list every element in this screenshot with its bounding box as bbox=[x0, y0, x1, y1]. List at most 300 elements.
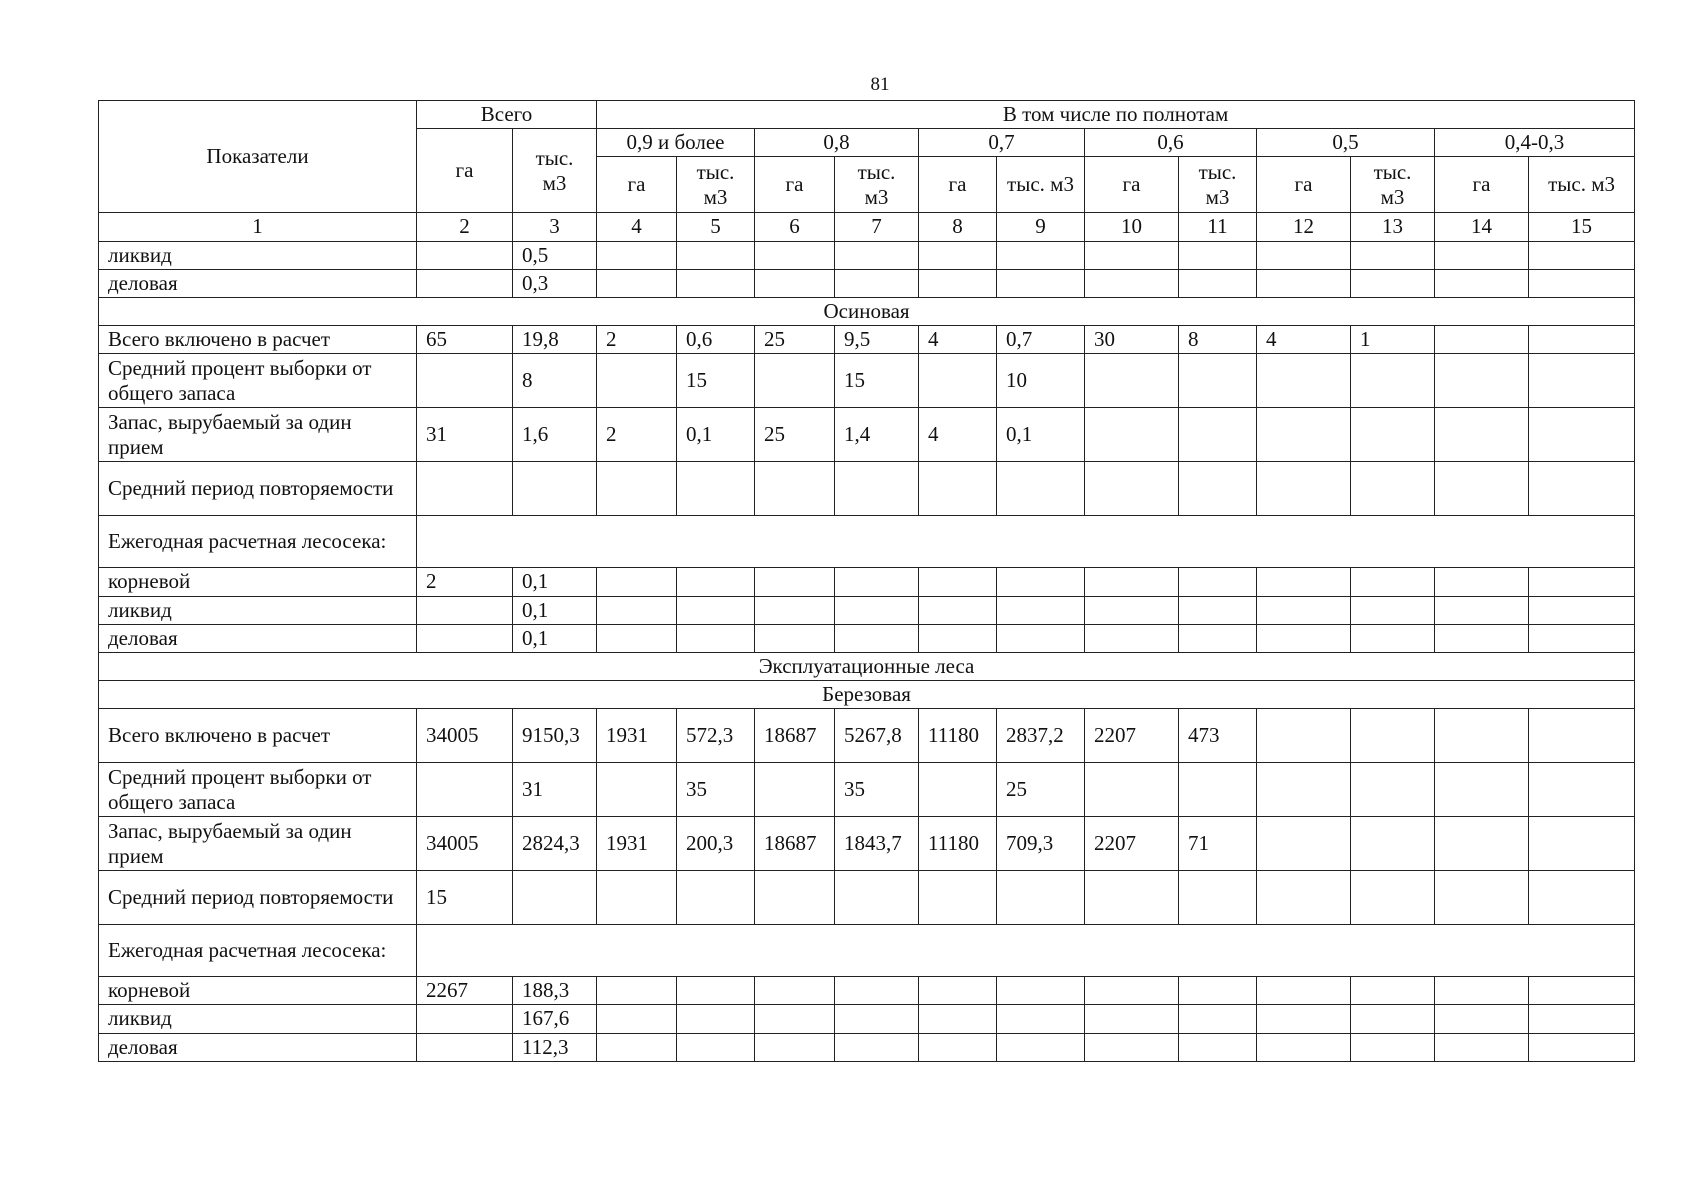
annual-cutting-blank bbox=[417, 925, 1635, 977]
table-cell: 15 bbox=[417, 871, 513, 925]
table-cell bbox=[835, 596, 919, 624]
table-cell bbox=[1529, 269, 1635, 297]
table-cell bbox=[835, 241, 919, 269]
header-group-6: 0,4-0,3 bbox=[1435, 129, 1635, 157]
table-cell: 572,3 bbox=[677, 709, 755, 763]
table-cell bbox=[1085, 624, 1179, 652]
table-cell bbox=[1351, 763, 1435, 817]
section-title-aspen: Осиновая bbox=[99, 297, 1635, 325]
table-cell: 18687 bbox=[755, 817, 835, 871]
table-cell bbox=[1179, 624, 1257, 652]
table-cell bbox=[1435, 624, 1529, 652]
table-cell: 4 bbox=[919, 326, 997, 354]
table-cell bbox=[755, 624, 835, 652]
table-cell bbox=[1179, 269, 1257, 297]
header-total-ha: га bbox=[417, 129, 513, 213]
column-number: 4 bbox=[597, 213, 677, 241]
table-cell bbox=[1529, 326, 1635, 354]
row-label: корневой bbox=[99, 568, 417, 596]
table-cell bbox=[1179, 408, 1257, 462]
header-indicators: Показатели bbox=[99, 101, 417, 213]
row-label: корневой bbox=[99, 977, 417, 1005]
table-cell: 2 bbox=[597, 326, 677, 354]
table-cell: 35 bbox=[677, 763, 755, 817]
column-number: 1 bbox=[99, 213, 417, 241]
row-label: деловая bbox=[99, 1033, 417, 1061]
header-unit-m3: тыс. м3 bbox=[1529, 157, 1635, 213]
table-cell bbox=[417, 1005, 513, 1033]
table-cell bbox=[1085, 763, 1179, 817]
table-cell: 1,6 bbox=[513, 408, 597, 462]
table-cell bbox=[1435, 763, 1529, 817]
table-cell: 0,5 bbox=[513, 241, 597, 269]
header-by-density: В том числе по полнотам bbox=[597, 101, 1635, 129]
table-cell: 5267,8 bbox=[835, 709, 919, 763]
table-cell: 1 bbox=[1351, 326, 1435, 354]
table-cell bbox=[1179, 596, 1257, 624]
header-group-2: 0,8 bbox=[755, 129, 919, 157]
table-cell bbox=[835, 462, 919, 516]
row-label: Запас, вырубаемый за один прием bbox=[99, 817, 417, 871]
table-cell bbox=[1351, 709, 1435, 763]
table-cell bbox=[1085, 408, 1179, 462]
table-cell bbox=[1435, 1033, 1529, 1061]
table-cell bbox=[1435, 568, 1529, 596]
table-cell: 30 bbox=[1085, 326, 1179, 354]
table-cell bbox=[1351, 871, 1435, 925]
table-cell bbox=[919, 354, 997, 408]
table-cell bbox=[997, 596, 1085, 624]
table-cell: 25 bbox=[755, 326, 835, 354]
table-cell bbox=[597, 871, 677, 925]
header-unit-ha: га bbox=[597, 157, 677, 213]
column-number: 14 bbox=[1435, 213, 1529, 241]
table-cell bbox=[1085, 568, 1179, 596]
table-cell bbox=[1435, 241, 1529, 269]
header-group-3: 0,7 bbox=[919, 129, 1085, 157]
table-cell bbox=[1435, 596, 1529, 624]
table-cell: 2207 bbox=[1085, 709, 1179, 763]
page-number: 81 bbox=[870, 74, 890, 95]
annual-cutting-blank bbox=[417, 516, 1635, 568]
table-cell: 31 bbox=[513, 763, 597, 817]
table-cell bbox=[597, 568, 677, 596]
section-title-exploitation: Эксплуатационные леса bbox=[99, 652, 1635, 680]
table-cell: 0,1 bbox=[513, 568, 597, 596]
table-cell: 0,6 bbox=[677, 326, 755, 354]
row-label: Всего включено в расчет bbox=[99, 709, 417, 763]
table-cell bbox=[755, 1033, 835, 1061]
row-label: Средний процент выборки от общего запаса bbox=[99, 763, 417, 817]
table-cell bbox=[919, 624, 997, 652]
annual-cutting-label: Ежегодная расчетная лесосека: bbox=[99, 925, 417, 977]
table-cell bbox=[919, 1005, 997, 1033]
table-cell: 15 bbox=[835, 354, 919, 408]
table-cell bbox=[1351, 568, 1435, 596]
column-number: 10 bbox=[1085, 213, 1179, 241]
table-cell bbox=[1085, 462, 1179, 516]
table-row bbox=[99, 817, 1635, 871]
table-row bbox=[99, 977, 1635, 1005]
table-row bbox=[99, 596, 1635, 624]
header-unit-ha: га bbox=[919, 157, 997, 213]
table-cell bbox=[597, 241, 677, 269]
table-cell: 2824,3 bbox=[513, 817, 597, 871]
table-cell: 71 bbox=[1179, 817, 1257, 871]
table-cell bbox=[997, 871, 1085, 925]
table-cell bbox=[1435, 408, 1529, 462]
table-row bbox=[99, 1005, 1635, 1033]
table-row bbox=[99, 326, 1635, 354]
header-unit-ha: га bbox=[755, 157, 835, 213]
table-row bbox=[99, 624, 1635, 652]
table-cell bbox=[1351, 241, 1435, 269]
table-cell: 1843,7 bbox=[835, 817, 919, 871]
table-cell bbox=[997, 462, 1085, 516]
header-group-5: 0,5 bbox=[1257, 129, 1435, 157]
table-cell bbox=[1529, 354, 1635, 408]
table-cell bbox=[1351, 977, 1435, 1005]
table-cell bbox=[417, 354, 513, 408]
table-cell: 9,5 bbox=[835, 326, 919, 354]
table-cell bbox=[1085, 596, 1179, 624]
table-cell bbox=[919, 1033, 997, 1061]
table-cell bbox=[1257, 241, 1351, 269]
table-cell: 15 bbox=[677, 354, 755, 408]
table-cell bbox=[1085, 977, 1179, 1005]
table-cell bbox=[755, 241, 835, 269]
table-cell bbox=[835, 269, 919, 297]
table-cell bbox=[1179, 462, 1257, 516]
table-cell bbox=[835, 977, 919, 1005]
table-row bbox=[99, 462, 1635, 516]
annual-cutting-label: Ежегодная расчетная лесосека: bbox=[99, 516, 417, 568]
table-cell bbox=[1351, 624, 1435, 652]
table-cell bbox=[677, 568, 755, 596]
table-row bbox=[99, 408, 1635, 462]
row-label: Всего включено в расчет bbox=[99, 326, 417, 354]
table-cell bbox=[755, 269, 835, 297]
table-cell: 4 bbox=[1257, 326, 1351, 354]
table-cell bbox=[1351, 354, 1435, 408]
table-cell bbox=[597, 1033, 677, 1061]
table-cell: 25 bbox=[755, 408, 835, 462]
table-cell bbox=[1179, 763, 1257, 817]
table-cell bbox=[417, 596, 513, 624]
table-cell bbox=[919, 871, 997, 925]
header-unit-ha: га bbox=[1435, 157, 1529, 213]
table-cell bbox=[1351, 408, 1435, 462]
column-number: 12 bbox=[1257, 213, 1351, 241]
section-title-birch: Березовая bbox=[99, 681, 1635, 709]
column-number: 11 bbox=[1179, 213, 1257, 241]
table-cell bbox=[1085, 269, 1179, 297]
table-cell bbox=[417, 1033, 513, 1061]
table-cell bbox=[417, 763, 513, 817]
table-cell bbox=[677, 1005, 755, 1033]
table-cell: 200,3 bbox=[677, 817, 755, 871]
table-cell bbox=[1179, 241, 1257, 269]
table-cell bbox=[677, 624, 755, 652]
row-label: ликвид bbox=[99, 1005, 417, 1033]
table-cell bbox=[1085, 871, 1179, 925]
row-label: деловая bbox=[99, 269, 417, 297]
table-cell bbox=[755, 871, 835, 925]
table-cell bbox=[1179, 354, 1257, 408]
table-cell: 0,7 bbox=[997, 326, 1085, 354]
table-cell bbox=[835, 1005, 919, 1033]
table-cell: 1931 bbox=[597, 709, 677, 763]
table-cell bbox=[677, 1033, 755, 1061]
table-cell: 1,4 bbox=[835, 408, 919, 462]
table-cell: 18687 bbox=[755, 709, 835, 763]
table-cell bbox=[513, 462, 597, 516]
table-row bbox=[99, 709, 1635, 763]
column-number: 9 bbox=[997, 213, 1085, 241]
table-cell bbox=[597, 596, 677, 624]
table-cell bbox=[417, 269, 513, 297]
table-cell bbox=[1179, 977, 1257, 1005]
column-number: 7 bbox=[835, 213, 919, 241]
table-cell bbox=[1435, 709, 1529, 763]
table-cell bbox=[1179, 1033, 1257, 1061]
table-cell bbox=[1257, 871, 1351, 925]
table-cell bbox=[1529, 1033, 1635, 1061]
table-cell: 2837,2 bbox=[997, 709, 1085, 763]
table-cell: 19,8 bbox=[513, 326, 597, 354]
table-cell bbox=[597, 354, 677, 408]
table-cell bbox=[1435, 462, 1529, 516]
row-label: Средний период повторяемости bbox=[99, 462, 417, 516]
table-cell bbox=[1257, 354, 1351, 408]
table-cell: 8 bbox=[513, 354, 597, 408]
header-unit-ha: га bbox=[1257, 157, 1351, 213]
table-cell bbox=[1351, 1005, 1435, 1033]
table-cell bbox=[1257, 1033, 1351, 1061]
table-cell bbox=[919, 977, 997, 1005]
table-cell bbox=[1179, 871, 1257, 925]
table-cell bbox=[513, 871, 597, 925]
header-unit-m3: тыс. м3 bbox=[835, 157, 919, 213]
row-label: Средний период повторяемости bbox=[99, 871, 417, 925]
header-total-m3: тыс. м3 bbox=[513, 129, 597, 213]
table-row bbox=[99, 1033, 1635, 1061]
table-cell bbox=[1529, 624, 1635, 652]
table-cell bbox=[597, 763, 677, 817]
table-cell: 11180 bbox=[919, 709, 997, 763]
table-row bbox=[99, 871, 1635, 925]
table-cell bbox=[1257, 763, 1351, 817]
table-cell: 0,3 bbox=[513, 269, 597, 297]
table-cell: 0,1 bbox=[997, 408, 1085, 462]
table-cell: 112,3 bbox=[513, 1033, 597, 1061]
table-cell: 1931 bbox=[597, 817, 677, 871]
table-cell bbox=[835, 624, 919, 652]
table-cell bbox=[677, 977, 755, 1005]
header-unit-m3: тыс. м3 bbox=[1351, 157, 1435, 213]
table-cell bbox=[919, 462, 997, 516]
table-cell bbox=[1529, 709, 1635, 763]
table-cell bbox=[1085, 1033, 1179, 1061]
table-cell bbox=[417, 241, 513, 269]
row-label: деловая bbox=[99, 624, 417, 652]
table-cell bbox=[1435, 871, 1529, 925]
table-cell: 2207 bbox=[1085, 817, 1179, 871]
row-label: Запас, вырубаемый за один прием bbox=[99, 408, 417, 462]
table-cell bbox=[835, 1033, 919, 1061]
table-cell bbox=[1257, 568, 1351, 596]
table-cell bbox=[1351, 1033, 1435, 1061]
table-cell bbox=[597, 624, 677, 652]
table-cell bbox=[997, 269, 1085, 297]
header-group-1: 0,9 и более bbox=[597, 129, 755, 157]
table-cell bbox=[1085, 354, 1179, 408]
table-cell: 473 bbox=[1179, 709, 1257, 763]
table-cell bbox=[1529, 977, 1635, 1005]
table-cell bbox=[677, 596, 755, 624]
table-cell bbox=[755, 977, 835, 1005]
column-number: 15 bbox=[1529, 213, 1635, 241]
column-number: 8 bbox=[919, 213, 997, 241]
table-cell bbox=[1257, 977, 1351, 1005]
table-cell bbox=[417, 624, 513, 652]
table-cell bbox=[1435, 269, 1529, 297]
table-row bbox=[99, 763, 1635, 817]
table-cell: 188,3 bbox=[513, 977, 597, 1005]
table-cell bbox=[1529, 568, 1635, 596]
header-unit-m3: тыс. м3 bbox=[1179, 157, 1257, 213]
table-cell bbox=[1085, 1005, 1179, 1033]
table-cell bbox=[1179, 1005, 1257, 1033]
table-cell bbox=[755, 1005, 835, 1033]
table-cell bbox=[1257, 269, 1351, 297]
table-row bbox=[99, 241, 1635, 269]
table-cell: 65 bbox=[417, 326, 513, 354]
table-cell bbox=[677, 241, 755, 269]
table-cell bbox=[997, 1033, 1085, 1061]
table-cell bbox=[417, 462, 513, 516]
table-cell bbox=[835, 871, 919, 925]
table-cell bbox=[1435, 354, 1529, 408]
table-cell bbox=[997, 241, 1085, 269]
table-cell: 31 bbox=[417, 408, 513, 462]
table-cell bbox=[997, 624, 1085, 652]
table-cell bbox=[1257, 1005, 1351, 1033]
table-cell: 2267 bbox=[417, 977, 513, 1005]
table-cell bbox=[919, 241, 997, 269]
table-cell bbox=[1257, 596, 1351, 624]
table-cell bbox=[997, 1005, 1085, 1033]
table-cell bbox=[919, 269, 997, 297]
table-row bbox=[99, 568, 1635, 596]
table-cell bbox=[677, 871, 755, 925]
table-cell bbox=[597, 1005, 677, 1033]
table-cell bbox=[1529, 871, 1635, 925]
table-cell: 0,1 bbox=[513, 596, 597, 624]
table-cell: 8 bbox=[1179, 326, 1257, 354]
table-cell bbox=[1529, 241, 1635, 269]
column-number: 5 bbox=[677, 213, 755, 241]
table-cell bbox=[597, 977, 677, 1005]
table-cell: 709,3 bbox=[997, 817, 1085, 871]
table-cell bbox=[997, 977, 1085, 1005]
table-cell: 2 bbox=[597, 408, 677, 462]
table-cell bbox=[919, 763, 997, 817]
row-label: Средний процент выборки от общего запаса bbox=[99, 354, 417, 408]
table-cell: 11180 bbox=[919, 817, 997, 871]
table-cell: 34005 bbox=[417, 709, 513, 763]
table-cell bbox=[1529, 596, 1635, 624]
table-cell bbox=[1435, 1005, 1529, 1033]
header-unit-ha: га bbox=[1085, 157, 1179, 213]
row-label: ликвид bbox=[99, 596, 417, 624]
table-cell bbox=[597, 269, 677, 297]
table-row bbox=[99, 354, 1635, 408]
table-cell bbox=[1351, 269, 1435, 297]
table-cell bbox=[1257, 624, 1351, 652]
table-cell bbox=[1351, 462, 1435, 516]
header-total: Всего bbox=[417, 101, 597, 129]
table-cell bbox=[755, 354, 835, 408]
table-cell: 167,6 bbox=[513, 1005, 597, 1033]
table-cell: 34005 bbox=[417, 817, 513, 871]
table-cell bbox=[755, 763, 835, 817]
table-cell bbox=[919, 596, 997, 624]
table-cell bbox=[1529, 763, 1635, 817]
table-cell: 10 bbox=[997, 354, 1085, 408]
table-cell bbox=[919, 568, 997, 596]
table-cell bbox=[1529, 817, 1635, 871]
table-cell: 25 bbox=[997, 763, 1085, 817]
table-cell bbox=[755, 568, 835, 596]
table-cell bbox=[835, 568, 919, 596]
table-cell bbox=[1257, 709, 1351, 763]
table-row bbox=[99, 269, 1635, 297]
table-cell bbox=[1529, 462, 1635, 516]
header-unit-m3: тыс. м3 bbox=[677, 157, 755, 213]
table-cell bbox=[1435, 326, 1529, 354]
table-cell bbox=[1257, 462, 1351, 516]
table-cell bbox=[1435, 977, 1529, 1005]
column-number: 2 bbox=[417, 213, 513, 241]
table-cell bbox=[1085, 241, 1179, 269]
table-cell: 4 bbox=[919, 408, 997, 462]
table-cell bbox=[1529, 408, 1635, 462]
table-cell bbox=[1351, 596, 1435, 624]
column-number: 6 bbox=[755, 213, 835, 241]
table-cell: 0,1 bbox=[513, 624, 597, 652]
table-cell bbox=[1257, 408, 1351, 462]
column-number: 13 bbox=[1351, 213, 1435, 241]
table-cell bbox=[1529, 1005, 1635, 1033]
header-group-4: 0,6 bbox=[1085, 129, 1257, 157]
table-cell bbox=[997, 568, 1085, 596]
table-cell bbox=[597, 462, 677, 516]
table-cell: 0,1 bbox=[677, 408, 755, 462]
table-cell bbox=[1351, 817, 1435, 871]
table-cell: 2 bbox=[417, 568, 513, 596]
row-label: ликвид bbox=[99, 241, 417, 269]
table-cell bbox=[677, 462, 755, 516]
table-cell bbox=[1257, 817, 1351, 871]
table-cell bbox=[677, 269, 755, 297]
column-number: 3 bbox=[513, 213, 597, 241]
table-cell bbox=[755, 462, 835, 516]
table-cell bbox=[755, 596, 835, 624]
table-cell bbox=[1179, 568, 1257, 596]
table-cell: 35 bbox=[835, 763, 919, 817]
table-cell: 9150,3 bbox=[513, 709, 597, 763]
